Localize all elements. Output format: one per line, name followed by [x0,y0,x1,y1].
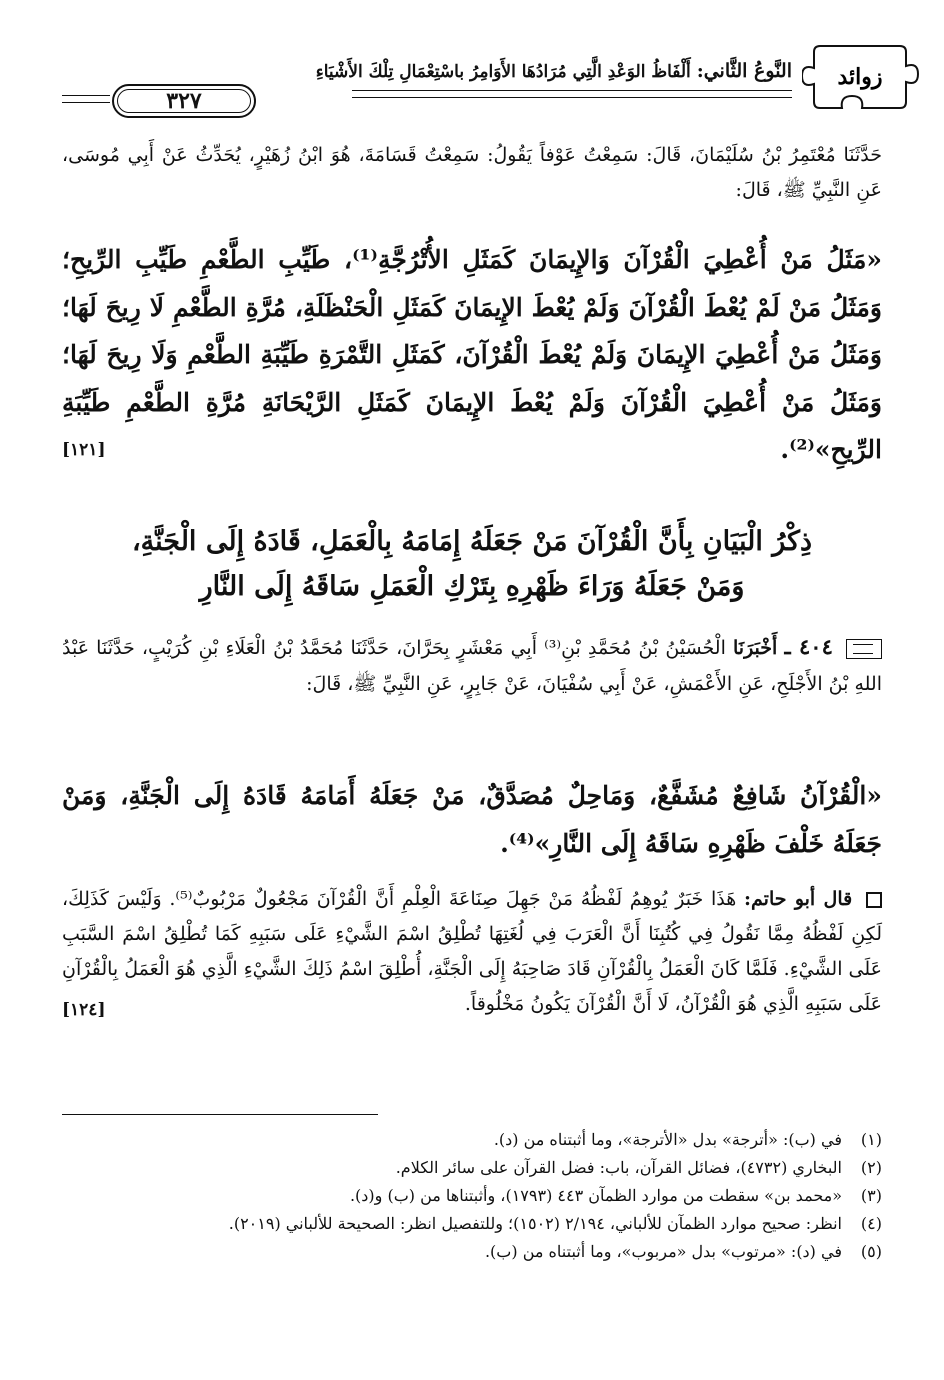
isnad-paragraph-1 [62,138,882,208]
footnote-separator [62,1114,378,1115]
footnote-text: البخاري (٤٧٣٢)، فضائل القرآن، باب: فضل القرآن على سائر الكلام. [395,1158,842,1177]
commentary-paragraph [62,882,882,1027]
section-heading [62,520,882,609]
isnad-paragraph-2 [62,628,882,702]
footnote [62,1210,882,1238]
reference-number-1: [١٢١] [62,440,106,460]
footnote [62,1154,882,1182]
page-header [62,38,922,118]
akhbarana-label: أَخْبَرَنَا [733,637,778,659]
section-heading-line-2: وَمَنْ جَعَلَهُ وَرَاءَ ظَهْرِهِ بِتَرْكِ الْعَمَلِ سَاقَهُ إِلَى النَّارِ [199,570,745,602]
puzzle-ornament-icon [802,38,922,116]
chapter-kind: النَّوعُ الثَّاني: [696,60,792,82]
page-number-text: ٣٢٧ [166,88,202,114]
footnote-number: (٤) [860,1214,882,1233]
footnotes [62,1126,882,1266]
footnote-text: في (د): «مرتوب» بدل «مربوب»، وما أثبتناه من (ب). [484,1242,842,1261]
footnote-number: (٣) [860,1186,882,1205]
running-title [192,60,792,82]
footnote-text: في (ب): «أترجة» بدل «الأترجة»، وما أثبتناه من (د). [493,1130,842,1149]
abu-hatim-label: قال أبو حاتم: [744,888,853,910]
page-number [112,84,256,118]
footnote-text: «محمد بن» سقطت من موارد الظمآن ٤٤٣ (١٧٩٣)، وأثبتناها من (ب) و(د). [349,1186,842,1205]
header-rule [352,90,792,98]
commentary-text [62,882,882,1023]
hadith-number: ٤٠٤ ـ [784,634,833,659]
left-rule [62,95,110,103]
footnote [62,1182,882,1210]
isnad-text-2 [62,628,882,702]
isnad-body-2: الْحُسَيْنُ بْنُ مُحَمَّدِ بْنِ⁽³⁾ أَبِي مَعْشَرٍ بِحَرَّانَ، حَدَّثَنَا مُحَمَّدُ بْنُ الْعَلَاءِ بْنِ كُرَيْبٍ، حَدَّثَنَا عَبْدُ اللهِ بْنُ الأَجْلَحِ، عَنِ الأَعْمَشِ، عَنْ أَبِي سُفْيَانَ، عَنْ جَابِرٍ، عَنِ النَّبِيِّ ﷺ، قَالَ: [62,637,882,695]
footnote-number: (٥) [860,1242,882,1261]
hadith-block-1 [62,236,882,474]
hadith-body-1: «مَثَلُ مَنْ أُعْطِيَ الْقُرْآنَ وَالإِيمَانَ كَمَثَلِ الأُتْرُجَّةِ⁽¹⁾، طَيِّبِ الطَّعْمِ طَيِّبِ الرِّيحِ؛ وَمَثَلُ مَنْ لَمْ يُعْطَ الْقُرْآنَ وَلَمْ يُعْطَ الإِيمَانَ كَمَثَلِ الْحَنْظَلَةِ، مُرَّةِ الطَّعْمِ لَا رِيحَ لَهَا؛ وَمَثَلُ مَنْ أُعْطِيَ الإِيمَانَ وَلَمْ يُعْطَ الْقُرْآنَ، كَمَثَلِ التَّمْرَةِ طَيِّبَةِ الطَّعْمِ وَلَا رِيحَ لَهَا؛ وَمَثَلُ مَنْ أُعْطِيَ الْقُرْآنَ وَلَمْ يُعْطَ الإِيمَانَ كَمَثَلِ الرَّيْحَانَةِ مُرَّةِ الطَّعْمِ طَيِّبَةِ الرِّيحِ»⁽²⁾. [62,245,882,464]
square-bullet-icon [866,892,882,908]
footnote-number: (٢) [860,1158,882,1177]
isnad-text-1: حَدَّثَنَا مُعْتَمِرُ بْنُ سُلَيْمَانَ، قَالَ: سَمِعْتُ عَوْفاً يَقُولُ: سَمِعْتُ قَسَامَةَ، هُوَ ابْنُ زُهَيْرٍ، يُحَدِّثُ عَنْ أَبِي مُوسَى، عَنِ النَّبِيِّ ﷺ، قَالَ: [62,144,882,202]
section-heading-line-1: ذِكْرُ الْبَيَانِ بِأَنَّ الْقُرْآنَ مَنْ جَعَلَهُ إِمَامَهُ بِالْعَمَلِ، قَادَهُ إِلَى الْجَنَّةِ، [131,526,813,557]
hadith-text-2: «الْقُرْآنُ شَافِعٌ مُشَفَّعٌ، وَمَاحِلٌ مُصَدَّقٌ، مَنْ جَعَلَهُ أَمَامَهُ قَادَهُ إِلَى الْجَنَّةِ، وَمَنْ جَعَلَهُ خَلْفَ ظَهْرِهِ سَاقَهُ إِلَى النَّارِ»⁽⁴⁾. [62,781,882,858]
hadith-text-1 [62,236,882,474]
ornament-text: زوائد [837,64,883,90]
footnote [62,1126,882,1154]
hadith-block-2 [62,772,882,867]
hadith-marker-icon [846,639,882,659]
footnote-number: (١) [860,1130,882,1149]
reference-number-2: [١٢٤] [62,1000,106,1021]
footnote-text: انظر: صحيح موارد الظمآن للألباني، ٢/١٩٤ (١٥٠٢)؛ وللتفصيل انظر: الصحيحة للألباني (٢٠١٩). [228,1214,842,1233]
chapter-title: أَلْفَاظُ الوَعْدِ الَّتِي مُرَادُهَا الأَوَامِرُ باسْتِعْمَالِ تِلْكَ الأَشْيَاءِ [315,62,691,82]
commentary-body: هَذَا خَبَرٌ يُوهِمُ لَفْظُهُ مَنْ جَهِلَ صِنَاعَةَ الْعِلْمِ أَنَّ الْقُرْآنَ مَجْعُولٌ مَرْبُوبٌ⁽⁵⁾. وَلَيْسَ كَذَلِكَ، لَكِنِ لَفْظُهُ مِمَّا نَقُولُ فِي كُتُبِنَا أَنَّ الْعَرَبَ فِي لُغَتِهَا تُطْلِقُ اسْمَ الشَّيْءِ عَلَى سَبَبِهِ كَمَا تُطْلِقُ اسْمَ السَّبَبِ عَلَى الشَّيْءِ. فَلَمَّا كَانَ الْعَمَلُ بِالْقُرْآنِ قَادَ صَاحِبَهُ إِلَى الْجَنَّةِ، أُطْلِقَ اسْمُ ذَلِكَ الشَّيْءِ الَّذِي هُوَ الْعَمَلُ بِالْقُرْآنِ عَلَى سَبَبِهِ الَّذِي هُوَ الْقُرْآنُ، لَا أَنَّ الْقُرْآنَ يَكُونُ مَخْلُوقاً. [62,888,882,1016]
footnote [62,1238,882,1266]
